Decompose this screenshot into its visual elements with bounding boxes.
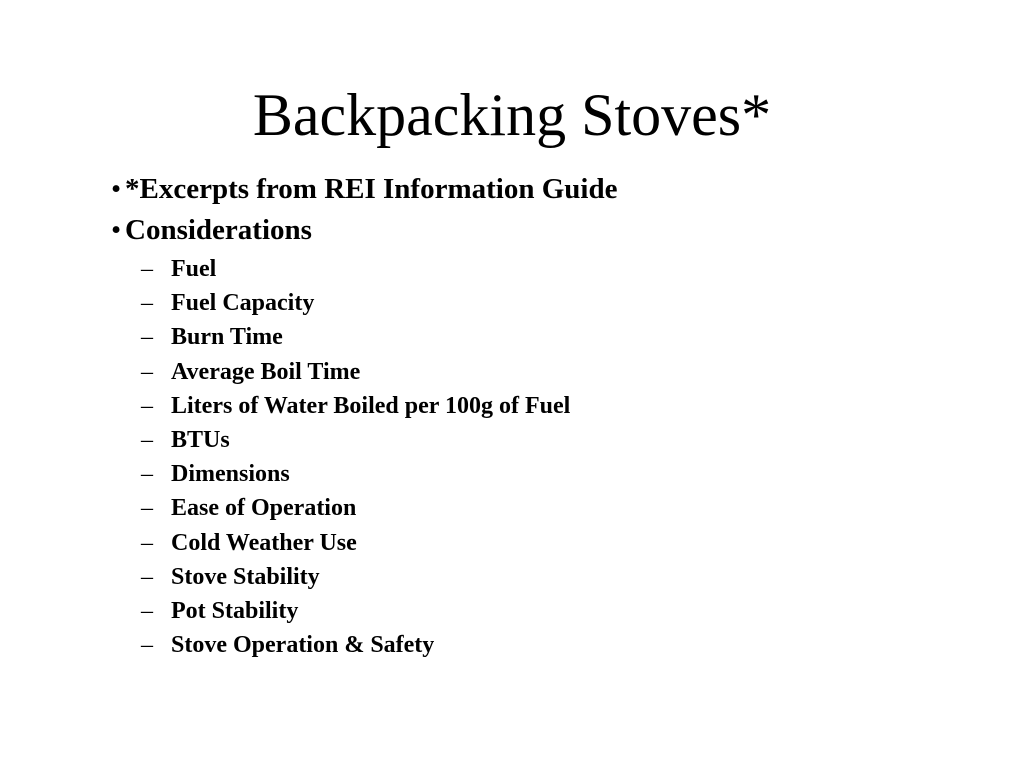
sub-item [0,628,1024,662]
dash-marker: – [141,290,153,317]
sub-item [0,526,1024,560]
sub-item-text: Fuel [171,256,217,282]
sub-item [0,320,1024,354]
bullet-list [0,169,1024,662]
dash-marker: – [141,426,153,453]
sub-item [0,389,1024,423]
slide-title: Backpacking Stoves* [252,82,772,148]
sub-item-text: Dimensions [171,461,290,488]
sub-item [0,355,1024,389]
sub-item [0,594,1024,628]
dash-marker: – [141,324,153,351]
sub-item [0,423,1024,457]
considerations-list [0,252,1024,662]
sub-item [0,286,1024,320]
dash-marker: – [141,563,153,590]
sub-item-text: Average Boil Time [171,358,361,385]
sub-item-text: Fuel Capacity [171,290,315,317]
sub-item-text: Cold Weather Use [171,529,357,556]
dash-marker: – [141,256,153,282]
sub-item-text: BTUs [171,426,230,453]
dash-marker: – [141,392,153,419]
dash-marker: – [141,495,153,522]
sub-item-text: Stove Operation & Safety [171,632,435,659]
sub-item-text: Stove Stability [171,563,320,590]
dash-marker: – [141,358,153,385]
sub-item-text: Liters of Water Boiled per 100g of Fuel [171,392,571,419]
sub-item-text: Burn Time [171,324,283,351]
bullet-marker: • [111,214,122,246]
bullet-text: Considerations [125,214,312,246]
bullet-item [0,169,1024,210]
sub-item [0,252,1024,286]
dash-marker: – [141,529,153,556]
sub-item-text: Ease of Operation [171,495,357,522]
bullet-marker: • [111,173,122,205]
sub-item [0,491,1024,525]
dash-marker: – [141,632,153,659]
sub-item [0,457,1024,491]
dash-marker: – [141,461,153,488]
bullet-item [0,210,1024,251]
dash-marker: – [141,597,153,624]
sub-item [0,560,1024,594]
sub-item-text: Pot Stability [171,597,299,624]
bullet-text: *Excerpts from REI Information Guide [125,173,618,205]
